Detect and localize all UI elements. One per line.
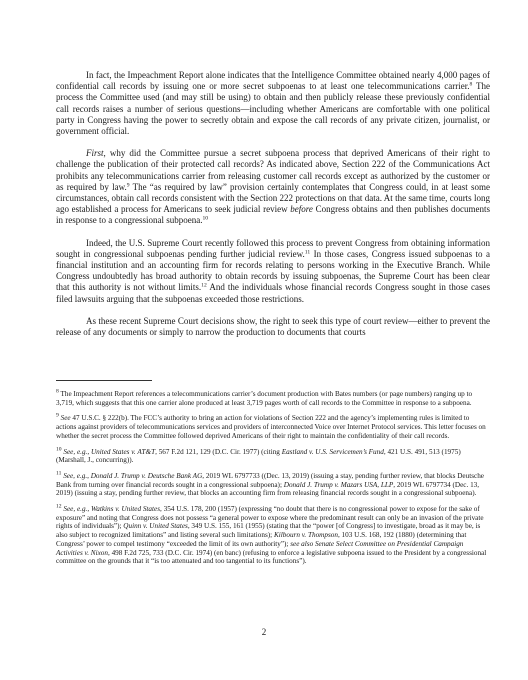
- italic-text: See: [60, 414, 71, 423]
- paragraph: [56, 238, 490, 305]
- body-text: [56, 70, 490, 338]
- text-run: , 2019 WL 6797733 ((Dec. 13, 2019) (issuing a stay, pending further review, that blocks Deutsche Bank from turning over financial records sought in a congressional subpoena);: [56, 471, 484, 489]
- footnote: [56, 448, 490, 465]
- italic-text: Quinn v. United States: [123, 522, 188, 531]
- text-run: , 354 U.S. 178, 200 (1957) (expressing “no doubt that there is no congressional power to expose for the sake of exposure” and noting that Congress does not possess “a general power to expose where the predominant result can only be an invasion of the private rights of individuals”);: [56, 505, 484, 531]
- italic-text: Watkins v. United States: [90, 505, 161, 514]
- text-run: In fact, the Impeachment Report alone indicates that the Intelligence Committee obtained nearly 4,000 pages of confidential call records by issuing one or more secret subpoenas to at least one telecommunications carrier.: [56, 70, 490, 92]
- text-run: , 498 F.2d 725, 733 (D.C. Cir. 1974) (en banc) (refusing to enforce a legislative subpoena issued to the President by a congressional committee on the grounds that it “is too attenuated and too tangential to its functions”).: [56, 548, 487, 566]
- text-run: , 567 F.2d 121, 129 (D.C. Cir. 1977) (citing: [155, 447, 282, 456]
- italic-text: Donald J. Trump v. Mazars USA, LLP: [283, 480, 394, 489]
- text-run: Indeed, the U.S. Supreme Court recently followed this process to prevent Congress from obtaining information sought in congressional subpoenas pending further judicial review.: [56, 237, 490, 259]
- footnote: [56, 390, 490, 407]
- text-run: ,: [87, 447, 91, 456]
- italic-text: Donald J. Trump v. Deutsche Bank AG: [90, 471, 203, 480]
- italic-text: Kilbourn v. Thompson: [273, 531, 338, 540]
- footnote-marker: 8: [56, 388, 59, 395]
- text-run: ,: [87, 505, 91, 514]
- text-run: , why did the Committee pursue a secret subpoena process that deprived Americans of their right to challenge the publication of their protected call records? As indicated above, Section 222 of the Communications Act prohibits any telecommunications carrier from releasing customer call records except as authorized by the customer or as required by law.: [56, 148, 490, 192]
- italic-text: See, e.g.: [63, 505, 88, 514]
- footnote-marker: 8: [469, 81, 473, 88]
- italic-text: First: [86, 148, 104, 159]
- paragraph: [56, 70, 490, 137]
- text-run: The “as required by law” provision certainly contemplates that Congress could, in at least some circumstances, obtain call records consistent with the Section 222 protections on that data. At the same time, courts long ago established a process for Americans to seek judicial review: [56, 181, 490, 215]
- footnote: [56, 414, 490, 440]
- italic-text: before: [290, 204, 313, 215]
- italic-text: See, e.g.: [63, 447, 88, 456]
- italic-text: United States v. AT&T: [90, 447, 156, 456]
- text-run: The process the Committee used (and may still be using) to obtain and then publicly release these previously confidential call records raises a number of serious questions—including whether Americans are comfortable with one political party in Congress having the power to secretly obtain and expose the call records of any private citizen, journalist, or government official.: [56, 81, 490, 137]
- footnotes: [56, 390, 490, 573]
- footnote-marker: 12: [56, 503, 62, 510]
- footnote-marker: 10: [56, 446, 62, 453]
- italic-text: See, e.g.: [63, 471, 88, 480]
- italic-text: see also Senate Select Committee on Presidential Campaign Activities v. Nixon: [56, 539, 464, 557]
- footnote-marker: 9: [126, 182, 130, 189]
- footnote: [56, 472, 490, 498]
- footnote-marker: 11: [56, 470, 62, 477]
- footnote: [56, 505, 490, 566]
- footnote-separator: [56, 380, 152, 381]
- text-run: , 2019 WL 6797734 (Dec. 13, 2019) (issuing a stay, pending further review, that blocks an accounting firm from releasing financial records sought in a congressional subpoena).: [56, 480, 480, 498]
- text-run: As these recent Supreme Court decisions show, the right to seek this type of court review—either to prevent the release of any documents or simply to narrow the production to documents that courts: [56, 315, 490, 338]
- text-run: 47 U.S.C. § 222(b). The FCC’s authority to bring an action for violations of Section 222 and the agency’s implementing rules is limited to actions against providers of telecommunications services and providers of interconnected Voice over Internet Protocol services. This letter focuses on whether the secret process the Committee followed deprived Americans of their right to maintain the confidentiality of their call records.: [56, 414, 486, 440]
- italic-text: Eastland v. U.S. Servicemen’s Fund: [281, 447, 384, 456]
- text-run: In those cases, Congress issued subpoenas to a financial institution and an accounting firm for records relating to persons working in the Executive Branch. While Congress undoubtedly has broad authority to obtain records by issuing subpoenas, the Supreme Court has been clear that this authority is not without limits.: [56, 248, 491, 293]
- paragraph: [56, 148, 490, 226]
- text-run: Congress obtains and then publishes documents in response to a congressional subpoena.: [56, 204, 490, 226]
- text-run: , 421 U.S. 491, 513 (1975) (Marshall, J., concurring)).: [56, 447, 461, 465]
- footnote-marker: 9: [56, 413, 59, 420]
- paragraph: [56, 316, 490, 338]
- footnote-marker: 11: [304, 249, 311, 256]
- page-number: 2: [261, 627, 267, 637]
- footnote-marker: 10: [202, 216, 209, 223]
- text-run: , 349 U.S. 155, 161 (1955) (stating that the “power [of Congress] to investigate, broad as it may be, is also subject to recognized limitations” and listing several such limitations);: [56, 522, 481, 540]
- text-run: ,: [87, 471, 91, 480]
- text-run: And the individuals whose financial records Congress sought in those cases filed lawsuits arguing that the subpoenas exceeded those restrictions.: [56, 282, 490, 304]
- footnote-marker: 12: [201, 283, 207, 290]
- text-run: , 103 U.S. 168, 192 (1880) (determining that Congress’ power to compel testimony “exceeded the limit of its own authority”);: [56, 531, 467, 548]
- text-run: The Impeachment Report references a telecommunications carrier’s document production with Bates numbers (or page numbers) ranging up to 3,719, which suggests that this one carrier alone produced at least 3,719 pages worth of call records to the Committee in response to a subpoena.: [56, 390, 473, 407]
